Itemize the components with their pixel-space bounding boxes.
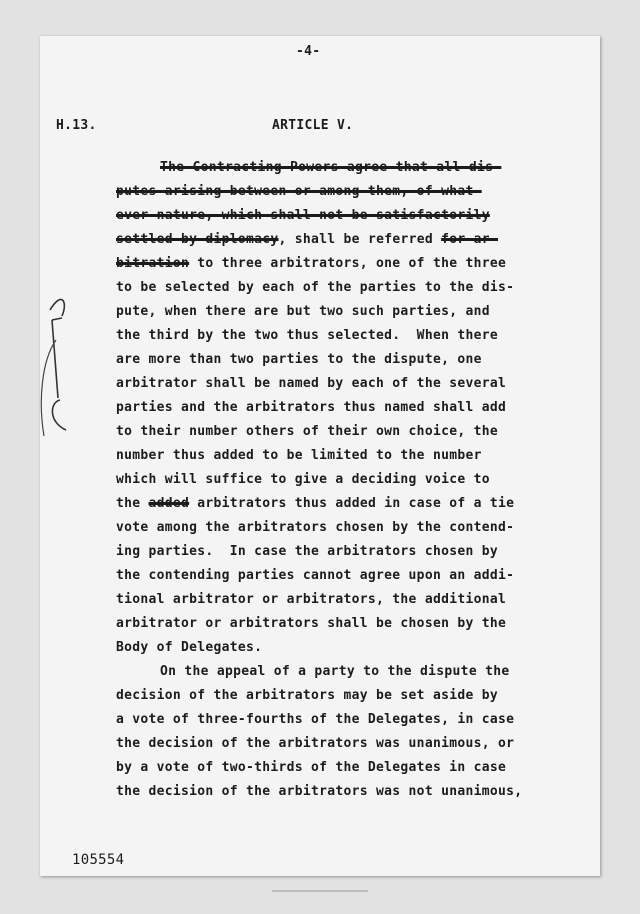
line-text: the decision of the arbitrators was not unanimous, [116,784,523,799]
line-text: ing parties. In case the arbitrators chosen by [116,544,498,559]
line-text: , shall be referred [278,232,442,247]
line-text: the third by the two thus selected. When there [116,328,498,343]
line-text: to three arbitrators, one of the three [189,256,507,271]
line-text: pute, when there are but two such parties, and [116,304,490,319]
struck-text: for ar- [441,232,498,247]
struck-text: settled by diplomacy [116,232,279,247]
line-text: number thus added to be limited to the number [116,448,482,463]
body-line [116,400,506,416]
body-line [116,688,498,704]
line-text: a vote of three-fourths of the Delegates, in case [116,712,515,727]
body-line [116,280,514,296]
body-line [116,232,498,248]
page-number: -4- [296,44,321,59]
body-line [116,448,482,464]
document-code: H.13. [56,118,97,133]
line-text: On the appeal of a party to the dispute the [160,664,510,679]
body-line [116,544,498,560]
line-text: parties and the arbitrators thus named shall add [116,400,507,415]
body-line [116,640,262,656]
body-line [116,304,490,320]
article-title: ARTICLE V. [272,118,354,133]
line-text: tional arbitrator or arbitrators, the additional [116,592,507,607]
bottom-divider [272,890,368,892]
body-line [116,520,514,536]
line-text: decision of the arbitrators may be set aside by [116,688,498,703]
line-text: to be selected by each of the parties to the dis- [116,280,515,295]
struck-text: added [148,496,190,511]
body-line [116,760,506,776]
struck-text: ever nature, which shall not be satisfactorily [116,208,490,223]
body-line [116,256,506,272]
struck-text: The Contracting Powers agree that all dis- [160,160,502,175]
line-text: the decision of the arbitrators was unanimous, or [116,736,515,751]
archive-number: 105554 [72,852,125,868]
line-text: are more than two parties to the dispute, one [116,352,482,367]
body-line [116,736,514,752]
body-line [116,496,514,512]
body-line [116,784,522,800]
body-line [160,160,501,176]
struck-text: putes arising between or among them, of what- [116,184,482,199]
line-text: arbitrator or arbitrators shall be chosen by the [116,616,507,631]
line-text: to their number others of their own choice, the [116,424,498,439]
line-text: arbitrators thus added in case of a tie [189,496,515,511]
body-line [116,208,490,224]
body-line [116,616,506,632]
line-text: vote among the arbitrators chosen by the contend- [116,520,515,535]
line-text: arbitrator shall be named by each of the several [116,376,507,391]
handwritten-margin-note [36,280,76,440]
line-text: by a vote of two-thirds of the Delegates in case [116,760,507,775]
handwritten-note-drawing [36,280,76,440]
body-line [116,328,498,344]
body-line [116,184,482,200]
line-text: which will suffice to give a deciding voice to [116,472,490,487]
line-text: Body of Delegates. [116,640,263,655]
body-line [116,376,506,392]
body-line [116,352,482,368]
body-line [116,568,514,584]
line-text: the [116,496,149,511]
body-line [116,712,514,728]
body-line [116,472,490,488]
body-line [116,424,498,440]
line-text: the contending parties cannot agree upon an addi- [116,568,515,583]
body-line [116,592,506,608]
body-line [160,664,509,680]
struck-text: bitration [116,256,190,271]
